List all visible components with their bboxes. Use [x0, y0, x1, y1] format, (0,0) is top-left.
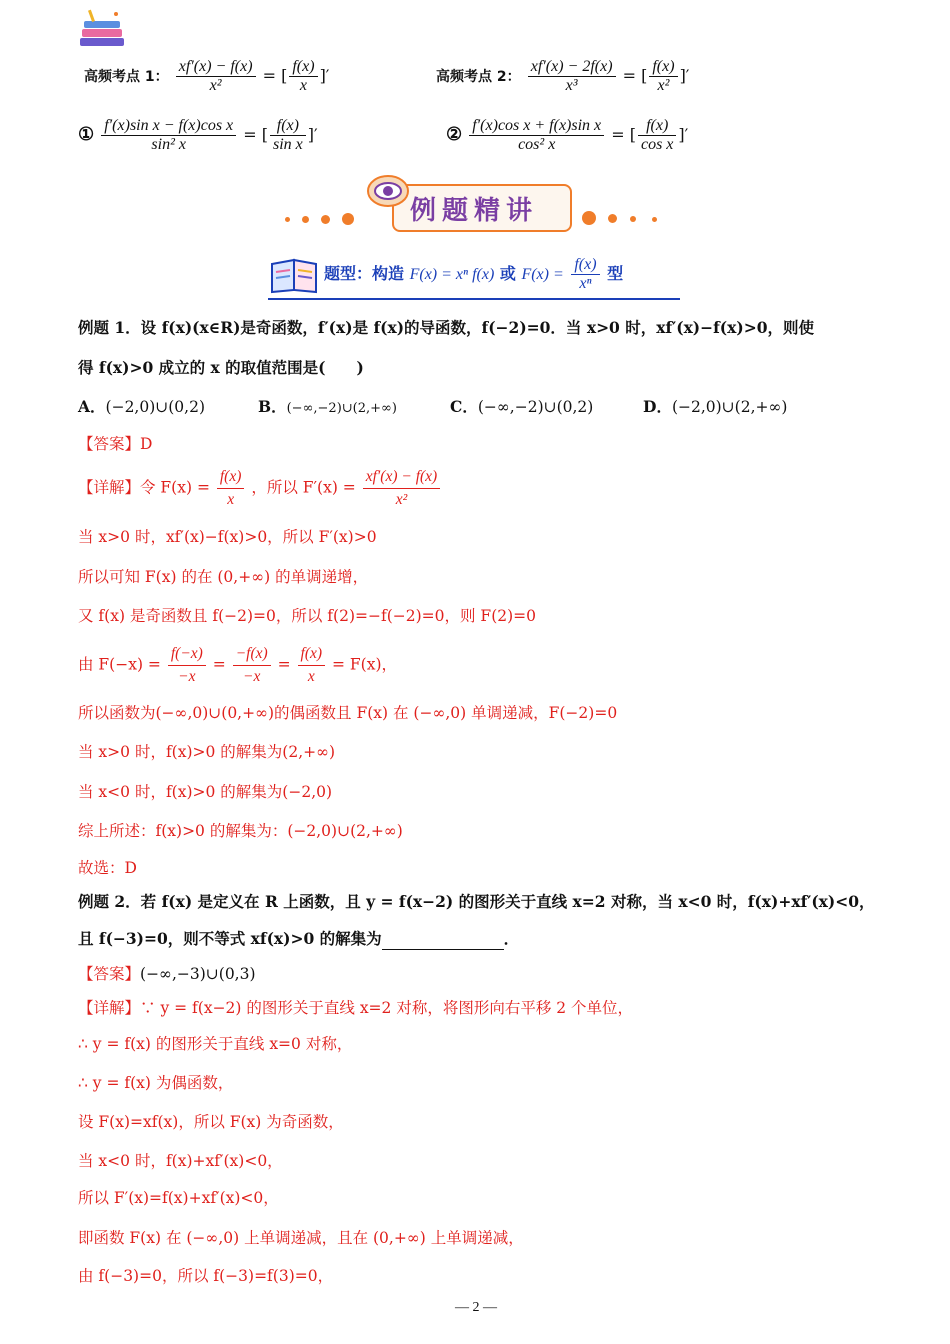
ex2-detail-2: ∴ y = f(x) 的图形关于直线 x=0 对称， [78, 1035, 353, 1053]
ex1-option-b [258, 396, 397, 420]
ex2-answer-value: (−∞,−3)∪(0,3) [140, 965, 256, 983]
ex2-d1-label: 【详解】 [78, 999, 141, 1017]
ex2-detail-3: ∴ y = f(x) 为偶函数， [78, 1074, 234, 1092]
ex1-d5-n1: f(−x) [170, 645, 203, 662]
ex2-d1-text: ∵ y = f(x−2) 的图形关于直线 x=2 对称，将图形向右平移 2 个单位， [140, 999, 634, 1017]
ex1-detail-2: 当 x>0 时，xf′(x)−f(x)>0，所以 F′(x)>0 [78, 528, 377, 546]
formula-2 [446, 117, 688, 154]
kp2-label: 高频考点 2： [436, 69, 521, 85]
ex1-d1-num: f(x) [219, 468, 242, 485]
kp1-equals: = [ [262, 66, 288, 85]
notebook-icon [268, 256, 320, 294]
formula-1 [78, 117, 318, 154]
option-a-label: A． [78, 397, 106, 416]
ex2-question-line-1: 例题 2．若 f(x) 是定义在 R 上函数，且 y = f(x−2) 的图形关于直线 x=2 对称，当 x<0 时，f(x)+xf′(x)<0， [78, 892, 875, 911]
f1-denominator: sin² x [101, 135, 236, 154]
f1-close: ]′ [307, 125, 318, 144]
kp1-rhs-denominator: x [289, 76, 317, 95]
ex1-detail-7: 当 x>0 时，f(x)>0 的解集为(2,+∞) [78, 743, 336, 761]
f1-rhs-denominator: sin x [270, 135, 306, 154]
banner-dot [652, 217, 657, 222]
topic-prefix: 题型：构造 [324, 264, 405, 283]
f2-rhs-denominator: cos x [638, 135, 676, 154]
formula-2-mark: ② [446, 124, 463, 145]
eye-icon [366, 174, 410, 208]
ex1-d5-d1: −x [168, 665, 206, 688]
ex1-d1-den: x [217, 488, 245, 511]
ex1-detail-9: 综上所述：f(x)>0 的解集为：(−2,0)∪(2,+∞) [78, 822, 403, 840]
ex2-answer-label: 【答案】 [78, 965, 141, 983]
books-icon [78, 8, 130, 50]
topic-expr-1: F(x) = xⁿ f(x) [409, 266, 495, 283]
f1-numerator: f′(x)sin x − f(x)cos x [104, 117, 234, 134]
option-c-value: (−∞,−2)∪(0,2) [477, 398, 594, 416]
ex1-detail-3: 所以可知 F(x) 的在 (0,+∞) 的单调递增， [78, 568, 369, 586]
topic-underline [268, 298, 680, 300]
ex1-d5-b: = F(x)， [332, 655, 398, 674]
kp1-label: 高频考点 1： [84, 69, 169, 85]
ex1-d1-num2: xf′(x) − f(x) [365, 468, 438, 485]
banner-dot [630, 216, 636, 222]
kp2-rhs-numerator: f(x) [652, 58, 675, 75]
ex1-d5-eq1: = [212, 655, 226, 674]
ex1-detail-5 [78, 643, 397, 688]
ex1-question-line-2: 得 f(x)>0 成立的 x 的取值范围是( ) [78, 358, 364, 377]
ex1-detail-4: 又 f(x) 是奇函数且 f(−2)=0，所以 f(2)=−f(−2)=0，则 F(2)=0 [78, 607, 536, 625]
ex2-q2-end: ． [503, 929, 520, 948]
ex1-d1-a: 【详解】令 F(x) = [78, 478, 210, 497]
ex1-d5-n3: f(x) [300, 645, 323, 662]
f2-denominator: cos² x [469, 135, 604, 154]
ex2-answer [78, 963, 256, 985]
f1-equals: = [ [243, 125, 268, 144]
option-b-value: (−∞,−2)∪(2,+∞) [286, 401, 397, 416]
ex1-question-line-1: 例题 1．设 f(x)(x∈R)是奇函数，f′(x)是 f(x)的导函数，f(−2)=0．当 x>0 时，xf′(x)−f(x)>0，则使 [78, 318, 814, 337]
option-c-label: C． [450, 397, 478, 416]
topic-or: 或 [499, 264, 516, 283]
banner-title: 例题精讲 [410, 196, 539, 226]
option-d-value: (−2,0)∪(2,+∞) [671, 398, 788, 416]
banner-dot [582, 211, 596, 225]
kp1-rhs-numerator: f(x) [292, 58, 315, 75]
banner-dot [302, 216, 309, 223]
banner-dot [608, 214, 617, 223]
ex2-detail-4: 设 F(x)=xf(x)，所以 F(x) 为奇函数， [78, 1113, 344, 1131]
ex2-detail-6: 所以 F′(x)=f(x)+xf′(x)<0， [78, 1189, 279, 1207]
ex1-d5-d2: −x [233, 665, 271, 688]
kp2-rhs-denominator: x² [649, 76, 677, 95]
ex2-question-line-2 [78, 928, 519, 950]
topic-line [324, 256, 623, 293]
ex1-d5-eq2: = [277, 655, 291, 674]
f2-numerator: f′(x)cos x + f(x)sin x [472, 117, 602, 134]
ex1-answer: 【答案】D [78, 435, 153, 453]
ex1-option-a [78, 396, 205, 418]
answer-blank [382, 933, 504, 950]
ex1-detail-10: 故选：D [78, 859, 137, 877]
key-point-1 [84, 58, 329, 95]
kp1-close: ]′ [319, 66, 330, 85]
banner-dot [342, 213, 354, 225]
topic-suffix: 型 [607, 264, 624, 283]
ex1-option-d [643, 396, 787, 418]
kp2-denominator: x³ [528, 76, 616, 95]
ex2-detail-5: 当 x<0 时，f(x)+xf′(x)<0， [78, 1152, 283, 1170]
option-d-label: D． [643, 397, 672, 416]
formula-1-mark: ① [78, 124, 95, 145]
ex1-d1-b: ，所以 F′(x) = [251, 478, 356, 497]
key-point-2 [436, 58, 689, 95]
ex1-detail-6: 所以函数为(−∞,0)∪(0,+∞)的偶函数且 F(x) 在 (−∞,0) 单调递减，F(−2)=0 [78, 704, 618, 722]
ex1-detail-8: 当 x<0 时，f(x)>0 的解集为(−2,0) [78, 783, 333, 801]
ex1-detail-1 [78, 466, 442, 511]
topic-expr-2-numerator: f(x) [574, 256, 597, 273]
f2-equals: = [ [611, 125, 636, 144]
f2-rhs-numerator: f(x) [646, 117, 669, 134]
f1-rhs-numerator: f(x) [276, 117, 299, 134]
ex1-d1-den2: x² [363, 488, 441, 511]
ex1-d5-n2: −f(x) [235, 645, 268, 662]
ex1-d5-a: 由 F(−x) = [78, 655, 161, 674]
banner-dot [321, 215, 330, 224]
kp2-numerator: xf′(x) − 2f(x) [530, 58, 613, 75]
ex1-option-c [450, 396, 593, 418]
ex2-q2-text: 且 f(−3)=0，则不等式 xf(x)>0 的解集为 [78, 929, 382, 948]
ex1-d5-d3: x [298, 665, 326, 688]
option-a-value: (−2,0)∪(0,2) [105, 398, 205, 416]
ex2-detail-7: 即函数 F(x) 在 (−∞,0) 上单调递减，且在 (0,+∞) 上单调递减， [78, 1229, 524, 1247]
kp2-close: ]′ [679, 66, 690, 85]
kp2-equals: = [ [622, 66, 648, 85]
page-number: — 2 — [455, 1300, 497, 1315]
ex2-detail-8: 由 f(−3)=0，所以 f(−3)=f(3)=0， [78, 1267, 334, 1285]
option-b-label: B． [258, 397, 287, 416]
banner-dot [285, 217, 290, 222]
topic-expr-2-denominator: xⁿ [571, 274, 599, 293]
topic-expr-2-lhs: F(x) = [521, 266, 564, 283]
kp1-numerator: xf′(x) − f(x) [178, 58, 253, 75]
ex2-detail-1 [78, 997, 633, 1019]
kp1-denominator: x² [176, 76, 256, 95]
f2-close: ]′ [678, 125, 689, 144]
